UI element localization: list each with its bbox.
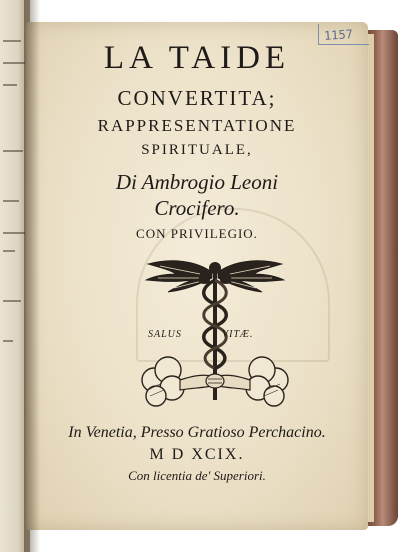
title-line-4: SPIRITUALE, <box>141 142 253 158</box>
facing-text-line <box>3 232 25 234</box>
facing-text-line <box>3 150 23 152</box>
imprint-year: M D XCIX. <box>149 446 245 463</box>
privilege-line: CON PRIVILEGIO. <box>136 226 258 241</box>
facing-text-line <box>3 84 17 86</box>
author-line-1: Di Ambrogio Leoni <box>115 170 279 194</box>
facing-text-line <box>3 250 15 252</box>
title-line-1: LA TAIDE <box>103 40 291 76</box>
license-line: Con licentia de' Superiori. <box>128 468 266 483</box>
facing-text-line <box>3 300 21 302</box>
device-motto-right: VITÆ. <box>222 329 254 340</box>
facing-text-line <box>3 40 21 42</box>
title-line-3: RAPPRESENTATIONE <box>97 116 297 135</box>
imprint-place: In Venetia, Presso Gratioso Perchacino. <box>68 424 326 441</box>
gutter-shadow <box>24 0 40 552</box>
facing-text-line <box>3 200 19 202</box>
pencil-shelfmark: 1157 <box>323 27 354 43</box>
facing-text-line <box>3 340 13 342</box>
facing-text-line <box>3 62 25 64</box>
author-line-2: Crocifero. <box>154 196 240 220</box>
device-motto-left: SALUS <box>148 329 182 340</box>
title-line-2: CONVERTITA; <box>117 86 277 110</box>
